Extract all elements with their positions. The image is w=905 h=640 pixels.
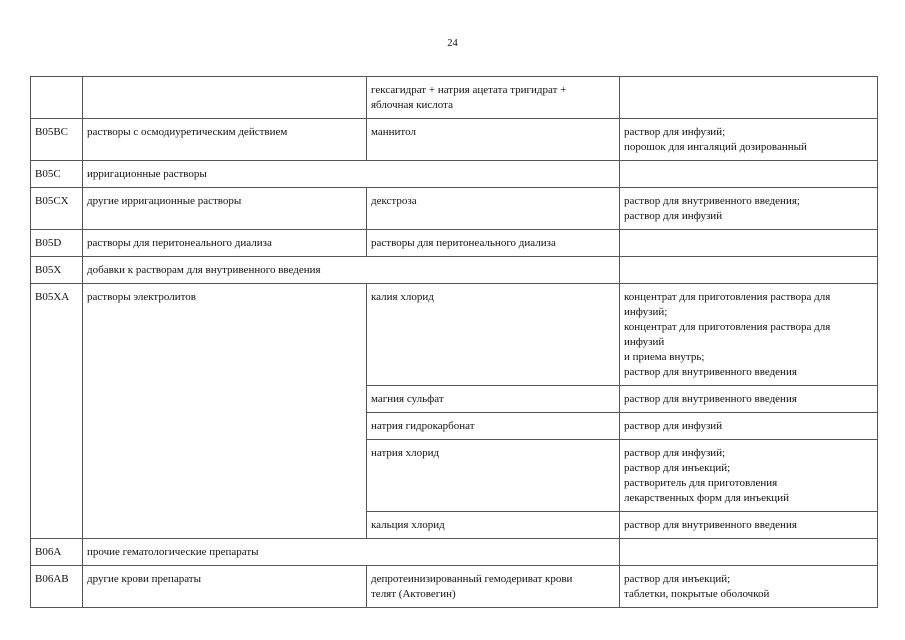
dosage-form-cell-line: растворитель для приготовления	[624, 477, 778, 489]
drug-name-cell	[367, 512, 620, 539]
drug-name-cell-line: маннитол	[371, 126, 416, 138]
dosage-form-cell-line: раствор для внутривенного введения;	[624, 195, 800, 207]
dosage-form-cell-line: раствор для инъекций;	[624, 462, 731, 474]
dosage-form-cell-line: инфузий	[624, 336, 665, 348]
drug-name-cell-line: растворы для перитонеального диализа	[371, 237, 556, 249]
dosage-form-cell	[620, 257, 878, 284]
drug-name-cell-line: телят (Актовегин)	[371, 588, 456, 600]
dosage-form-cell-line: таблетки, покрытые оболочкой	[624, 588, 770, 600]
dosage-form-cell	[620, 188, 878, 230]
dosage-form-cell-line: раствор для внутривенного введения	[624, 393, 797, 405]
drug-name-cell-line: декстроза	[371, 195, 417, 207]
atc-code-cell: B05X	[31, 257, 83, 284]
page-number: 24	[447, 38, 458, 49]
drug-name-cell	[367, 386, 620, 413]
group-name-cell: ирригационные растворы	[83, 161, 620, 188]
dosage-form-cell-line: лекарственных форм для инъекций	[624, 492, 789, 504]
dosage-form-cell-line: раствор для инфузий	[624, 420, 723, 432]
atc-code-cell: B05CX	[31, 188, 83, 230]
dosage-form-cell	[620, 230, 878, 257]
drug-name-cell	[367, 119, 620, 161]
drug-table	[30, 76, 878, 608]
dosage-form-cell-line: раствор для инфузий	[624, 210, 723, 222]
drug-name-cell	[367, 77, 620, 119]
drug-name-cell-line: калия хлорид	[371, 291, 434, 303]
group-name-cell: растворы для перитонеального диализа	[83, 230, 367, 257]
table-row	[31, 230, 878, 257]
group-name-cell: добавки к растворам для внутривенного введения	[83, 257, 620, 284]
table-row	[31, 188, 878, 230]
dosage-form-cell	[620, 566, 878, 608]
dosage-form-cell-line: концентрат для приготовления раствора для	[624, 291, 831, 303]
table-body	[31, 77, 878, 608]
drug-name-cell	[367, 566, 620, 608]
atc-code-cell: B05D	[31, 230, 83, 257]
table-row	[31, 539, 878, 566]
table-row	[31, 161, 878, 188]
table-row	[31, 566, 878, 608]
dosage-form-cell	[620, 161, 878, 188]
table-row	[31, 284, 878, 386]
group-name-cell: растворы электролитов	[83, 284, 367, 539]
dosage-form-cell-line: раствор для внутривенного введения	[624, 519, 797, 531]
dosage-form-cell	[620, 386, 878, 413]
dosage-form-cell	[620, 440, 878, 512]
table-row	[31, 77, 878, 119]
drug-name-cell	[367, 284, 620, 386]
table-row	[31, 257, 878, 284]
drug-name-cell-line: натрия хлорид	[371, 447, 440, 459]
drug-name-cell-line: натрия гидрокарбонат	[371, 420, 475, 432]
group-name-cell: растворы с осмодиуретическим действием	[83, 119, 367, 161]
dosage-form-cell	[620, 77, 878, 119]
dosage-form-cell-line: раствор для инфузий;	[624, 447, 726, 459]
atc-code-cell: B06A	[31, 539, 83, 566]
table-row	[31, 119, 878, 161]
dosage-form-cell	[620, 512, 878, 539]
dosage-form-cell	[620, 119, 878, 161]
dosage-form-cell-line: инфузий;	[624, 306, 668, 318]
drug-name-cell-line: кальция хлорид	[371, 519, 445, 531]
dosage-form-cell	[620, 284, 878, 386]
dosage-form-cell-line: раствор для инъекций;	[624, 573, 731, 585]
drug-name-cell	[367, 413, 620, 440]
atc-code-cell: B05BC	[31, 119, 83, 161]
group-name-cell: другие ирригационные растворы	[83, 188, 367, 230]
group-name-cell: другие крови препараты	[83, 566, 367, 608]
drug-name-cell	[367, 230, 620, 257]
dosage-form-cell-line: порошок для ингаляций дозированный	[624, 141, 807, 153]
dosage-form-cell-line: концентрат для приготовления раствора для	[624, 321, 831, 333]
drug-name-cell-line: магния сульфат	[371, 393, 444, 405]
atc-code-cell: B05C	[31, 161, 83, 188]
dosage-form-cell-line: и приема внутрь;	[624, 351, 705, 363]
drug-name-cell-line: яблочная кислота	[371, 99, 453, 111]
dosage-form-cell	[620, 539, 878, 566]
drug-name-cell	[367, 440, 620, 512]
dosage-form-cell	[620, 413, 878, 440]
dosage-form-cell-line: раствор для инфузий;	[624, 126, 726, 138]
group-name-cell: прочие гематологические препараты	[83, 539, 620, 566]
dosage-form-cell-line: раствор для внутривенного введения	[624, 366, 797, 378]
atc-code-cell: B05XA	[31, 284, 83, 539]
atc-code-cell	[31, 77, 83, 119]
atc-code-cell: B06AB	[31, 566, 83, 608]
drug-name-cell	[367, 188, 620, 230]
drug-name-cell-line: депротеинизированный гемодериват крови	[371, 573, 573, 585]
group-name-cell	[83, 77, 367, 119]
drug-name-cell-line: гексагидрат + натрия ацетата тригидрат +	[371, 84, 567, 96]
